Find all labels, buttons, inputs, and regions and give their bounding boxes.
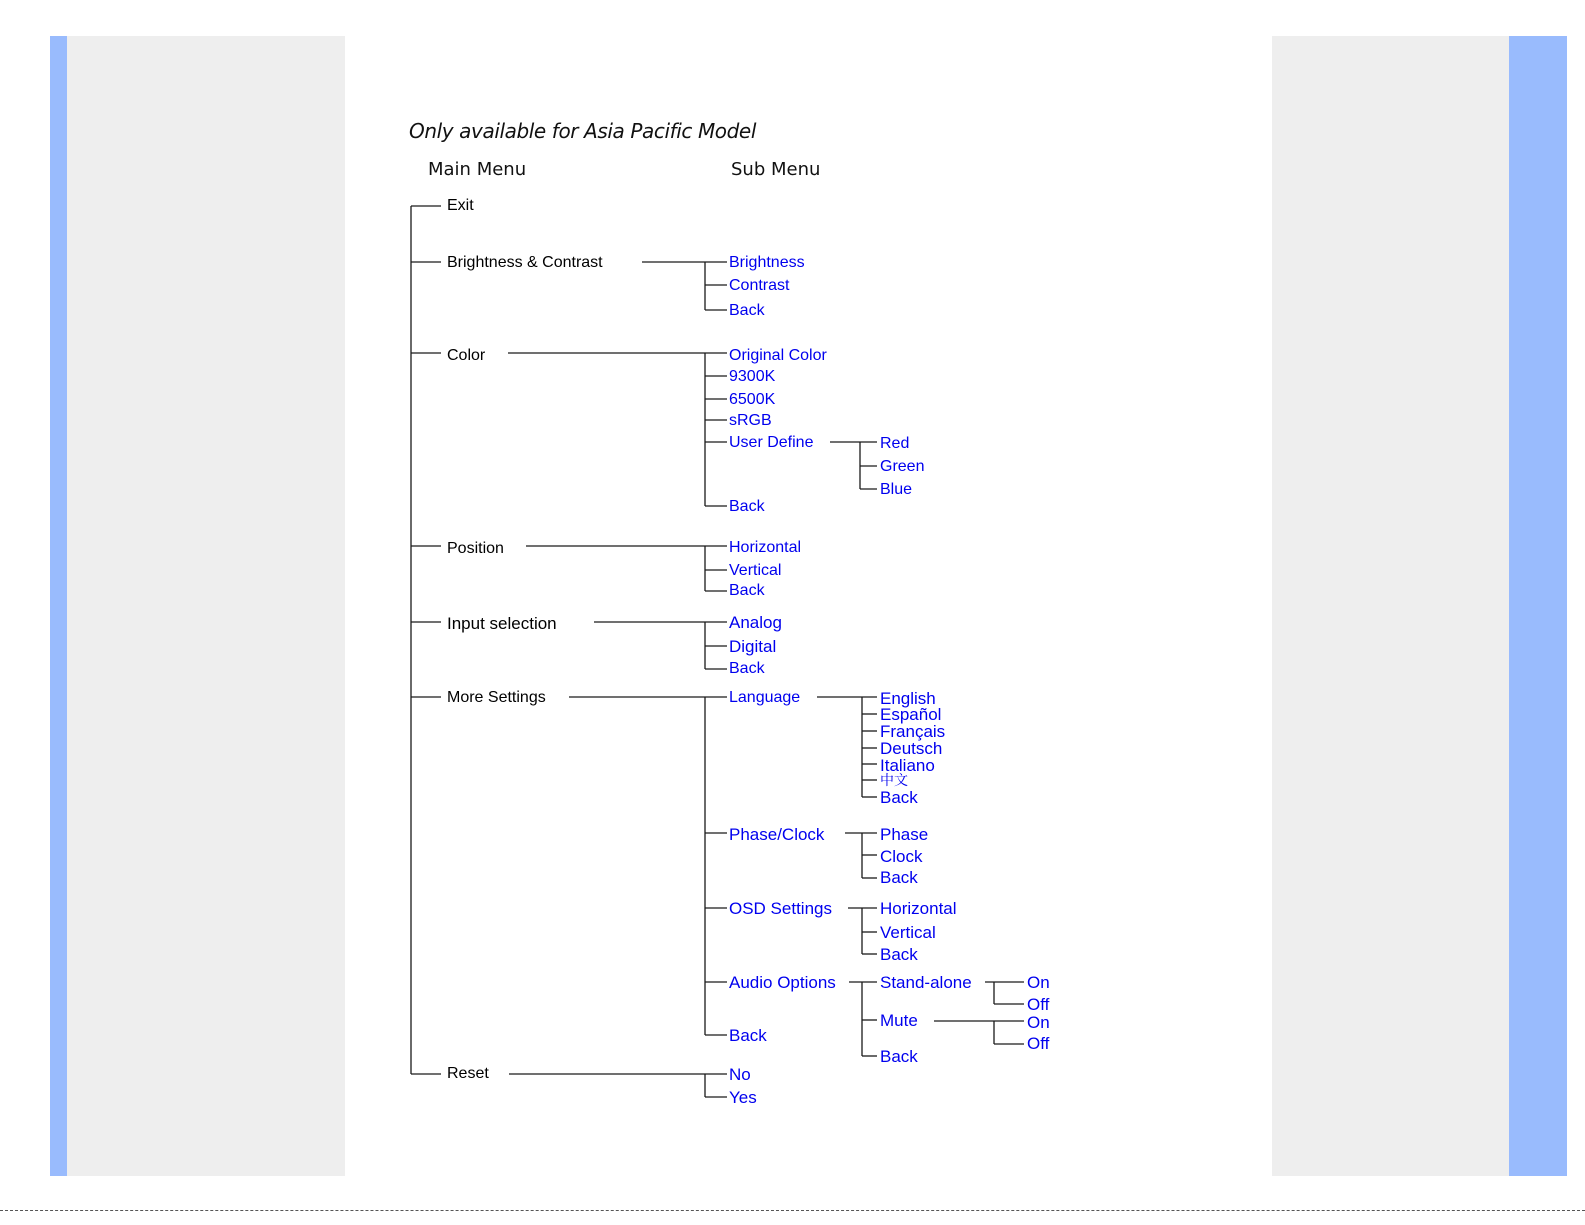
sub-item-9300k: 9300K — [729, 368, 776, 385]
sub-item-brightness: Brightness — [729, 254, 805, 271]
main-menu-heading: Main Menu — [428, 159, 527, 180]
sub-item-english: English — [880, 689, 936, 708]
sub-item-brightness-back: Back — [729, 302, 765, 319]
sub-item-osd-horizontal: Horizontal — [880, 899, 957, 918]
sub-item-input-back: Back — [729, 660, 765, 677]
sub-item-user-define: User Define — [729, 434, 814, 451]
sub-item-mute-off: Off — [1027, 1034, 1050, 1053]
sub-item-reset-yes: Yes — [729, 1088, 757, 1107]
sub-item-mute-on: On — [1027, 1013, 1050, 1032]
sub-item-audio-options: Audio Options — [729, 973, 836, 992]
sub-item-chinese: 中文 — [880, 772, 908, 788]
sub-item-more-settings-back: Back — [729, 1026, 767, 1045]
sub-item-francais: Français — [880, 722, 946, 741]
sub-item-stand-alone-off: Off — [1027, 995, 1050, 1014]
main-item-reset: Reset — [447, 1065, 489, 1082]
sub-item-phase-back: Back — [880, 868, 918, 887]
sub-item-green: Green — [880, 458, 925, 475]
sub-item-6500k: 6500K — [729, 391, 776, 408]
main-item-brightness-contrast: Brightness & Contrast — [447, 254, 603, 271]
sub-item-espanol: Español — [880, 705, 942, 724]
sub-item-osd-back: Back — [880, 945, 918, 964]
diagram-title: Only available for Asia Pacific Model — [409, 119, 756, 143]
main-item-input-selection: Input selection — [447, 614, 557, 633]
sub-item-color-back: Back — [729, 498, 765, 515]
main-item-color: Color — [447, 347, 486, 364]
main-item-exit: Exit — [447, 197, 474, 214]
sub-item-stand-alone: Stand-alone — [880, 973, 972, 992]
sub-item-clock: Clock — [880, 847, 923, 866]
sub-item-srgb: sRGB — [729, 412, 772, 429]
sub-item-language-back: Back — [880, 788, 918, 807]
sub-menu-heading: Sub Menu — [731, 159, 821, 180]
sub-item-language: Language — [729, 689, 801, 706]
sub-item-italiano: Italiano — [880, 756, 935, 775]
sub-item-red: Red — [880, 435, 910, 452]
main-item-position: Position — [447, 540, 504, 557]
sub-item-original-color: Original Color — [729, 347, 827, 364]
sub-item-osd-settings: OSD Settings — [729, 899, 832, 918]
sub-item-position-horizontal: Horizontal — [729, 539, 802, 556]
sub-item-digital: Digital — [729, 637, 777, 656]
sub-item-mute: Mute — [880, 1011, 918, 1030]
sub-item-reset-no: No — [729, 1065, 751, 1084]
sub-item-stand-alone-on: On — [1027, 973, 1050, 992]
sub-item-analog: Analog — [729, 613, 782, 632]
sub-item-audio-back: Back — [880, 1047, 918, 1066]
main-item-more-settings: More Settings — [447, 689, 546, 706]
sub-item-deutsch: Deutsch — [880, 739, 943, 758]
sub-item-phase: Phase — [880, 825, 929, 844]
sub-item-position-back: Back — [729, 582, 765, 599]
sub-item-blue: Blue — [880, 481, 913, 498]
sub-item-phase-clock: Phase/Clock — [729, 825, 825, 844]
sub-item-position-vertical: Vertical — [729, 562, 782, 579]
sub-item-contrast: Contrast — [729, 277, 790, 294]
sub-item-osd-vertical: Vertical — [880, 923, 936, 942]
